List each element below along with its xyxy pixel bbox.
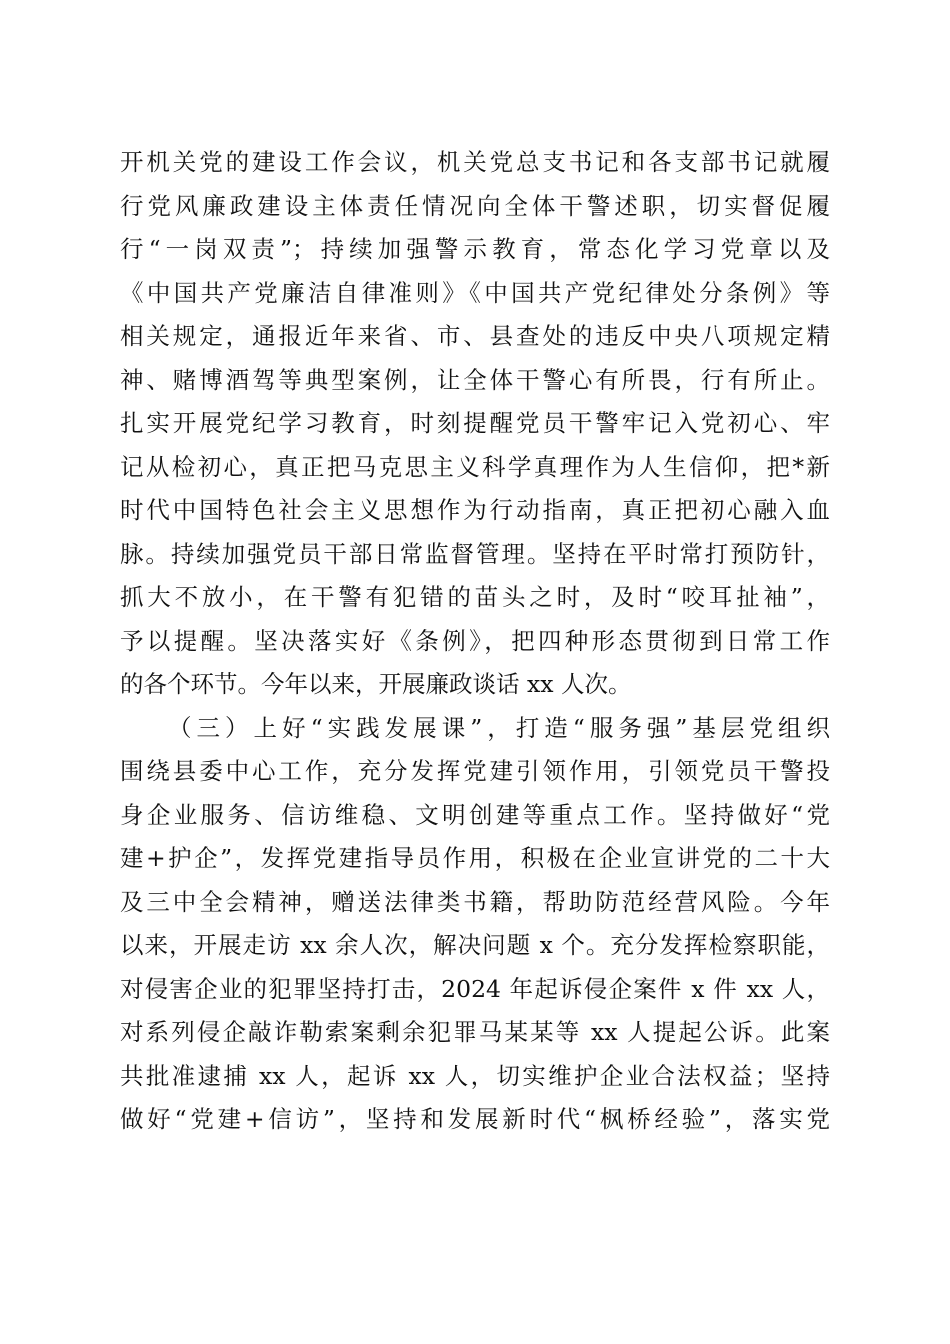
- body-text-line: 共批准逮捕 xx 人，起诉 xx 人，切实维护企业合法权益；坚持: [120, 1061, 830, 1090]
- body-text-line: 神、赌博酒驾等典型案例，让全体干警心有所畏，行有所止。: [120, 365, 830, 394]
- body-text-line: 扎实开展党纪学习教育，时刻提醒党员干警牢记入党初心、牢: [120, 409, 830, 437]
- body-text-line: 记从检初心，真正把马克思主义科学真理作为人生信仰，把*新: [120, 452, 830, 481]
- section-heading: （三）上好“实践发展课”，打造“服务强”基层党组织: [168, 713, 830, 742]
- body-text-line: 围绕县委中心工作，充分发挥党建引领作用，引领党员干警投: [120, 757, 830, 785]
- body-text-line: 行党风廉政建设主体责任情况向全体干警述职，切实督促履: [120, 191, 830, 220]
- body-text-line: 相关规定，通报近年来省、市、县查处的违反中央八项规定精: [120, 322, 830, 350]
- body-text-line: 以来，开展走访 xx 余人次，解决问题 x 个。充分发挥检察职能，: [120, 931, 830, 959]
- body-text-line: 对侵害企业的犯罪坚持打击，2024 年起诉侵企案件 x 件 xx 人，: [120, 974, 830, 1003]
- body-text-line: 建+护企”，发挥党建指导员作用，积极在企业宣讲党的二十大: [120, 844, 830, 872]
- body-text-line: 抓大不放小，在干警有犯错的苗头之时，及时“咬耳扯袖”，: [120, 583, 830, 611]
- body-text-line: 行“一岗双责”；持续加强警示教育，常态化学习党章以及: [120, 235, 830, 263]
- body-text-line: 及三中全会精神，赠送法律类书籍，帮助防范经营风险。今年: [120, 887, 830, 916]
- body-text-line: 予以提醒。坚决落实好《条例》，把四种形态贯彻到日常工作: [120, 626, 830, 655]
- body-text-line: 对系列侵企敲诈勒索案剩余犯罪马某某等 xx 人提起公诉。此案: [120, 1018, 830, 1046]
- body-text-line: 做好“党建+信访”，坚持和发展新时代“枫桥经验”，落实党: [120, 1105, 830, 1133]
- body-text-line: 身企业服务、信访维稳、文明创建等重点工作。坚持做好“党: [120, 800, 830, 829]
- body-text-line: 时代中国特色社会主义思想作为行动指南，真正把初心融入血: [120, 496, 830, 524]
- body-text-line: 脉。持续加强党员干部日常监督管理。坚持在平时常打预防针，: [120, 539, 830, 568]
- body-text-line: 《中国共产党廉洁自律准则》《中国共产党纪律处分条例》等: [120, 278, 830, 307]
- body-text-line: 的各个环节。今年以来，开展廉政谈话 xx 人次。: [120, 670, 632, 698]
- body-text-line: 开机关党的建设工作会议，机关党总支书记和各支部书记就履: [120, 148, 830, 176]
